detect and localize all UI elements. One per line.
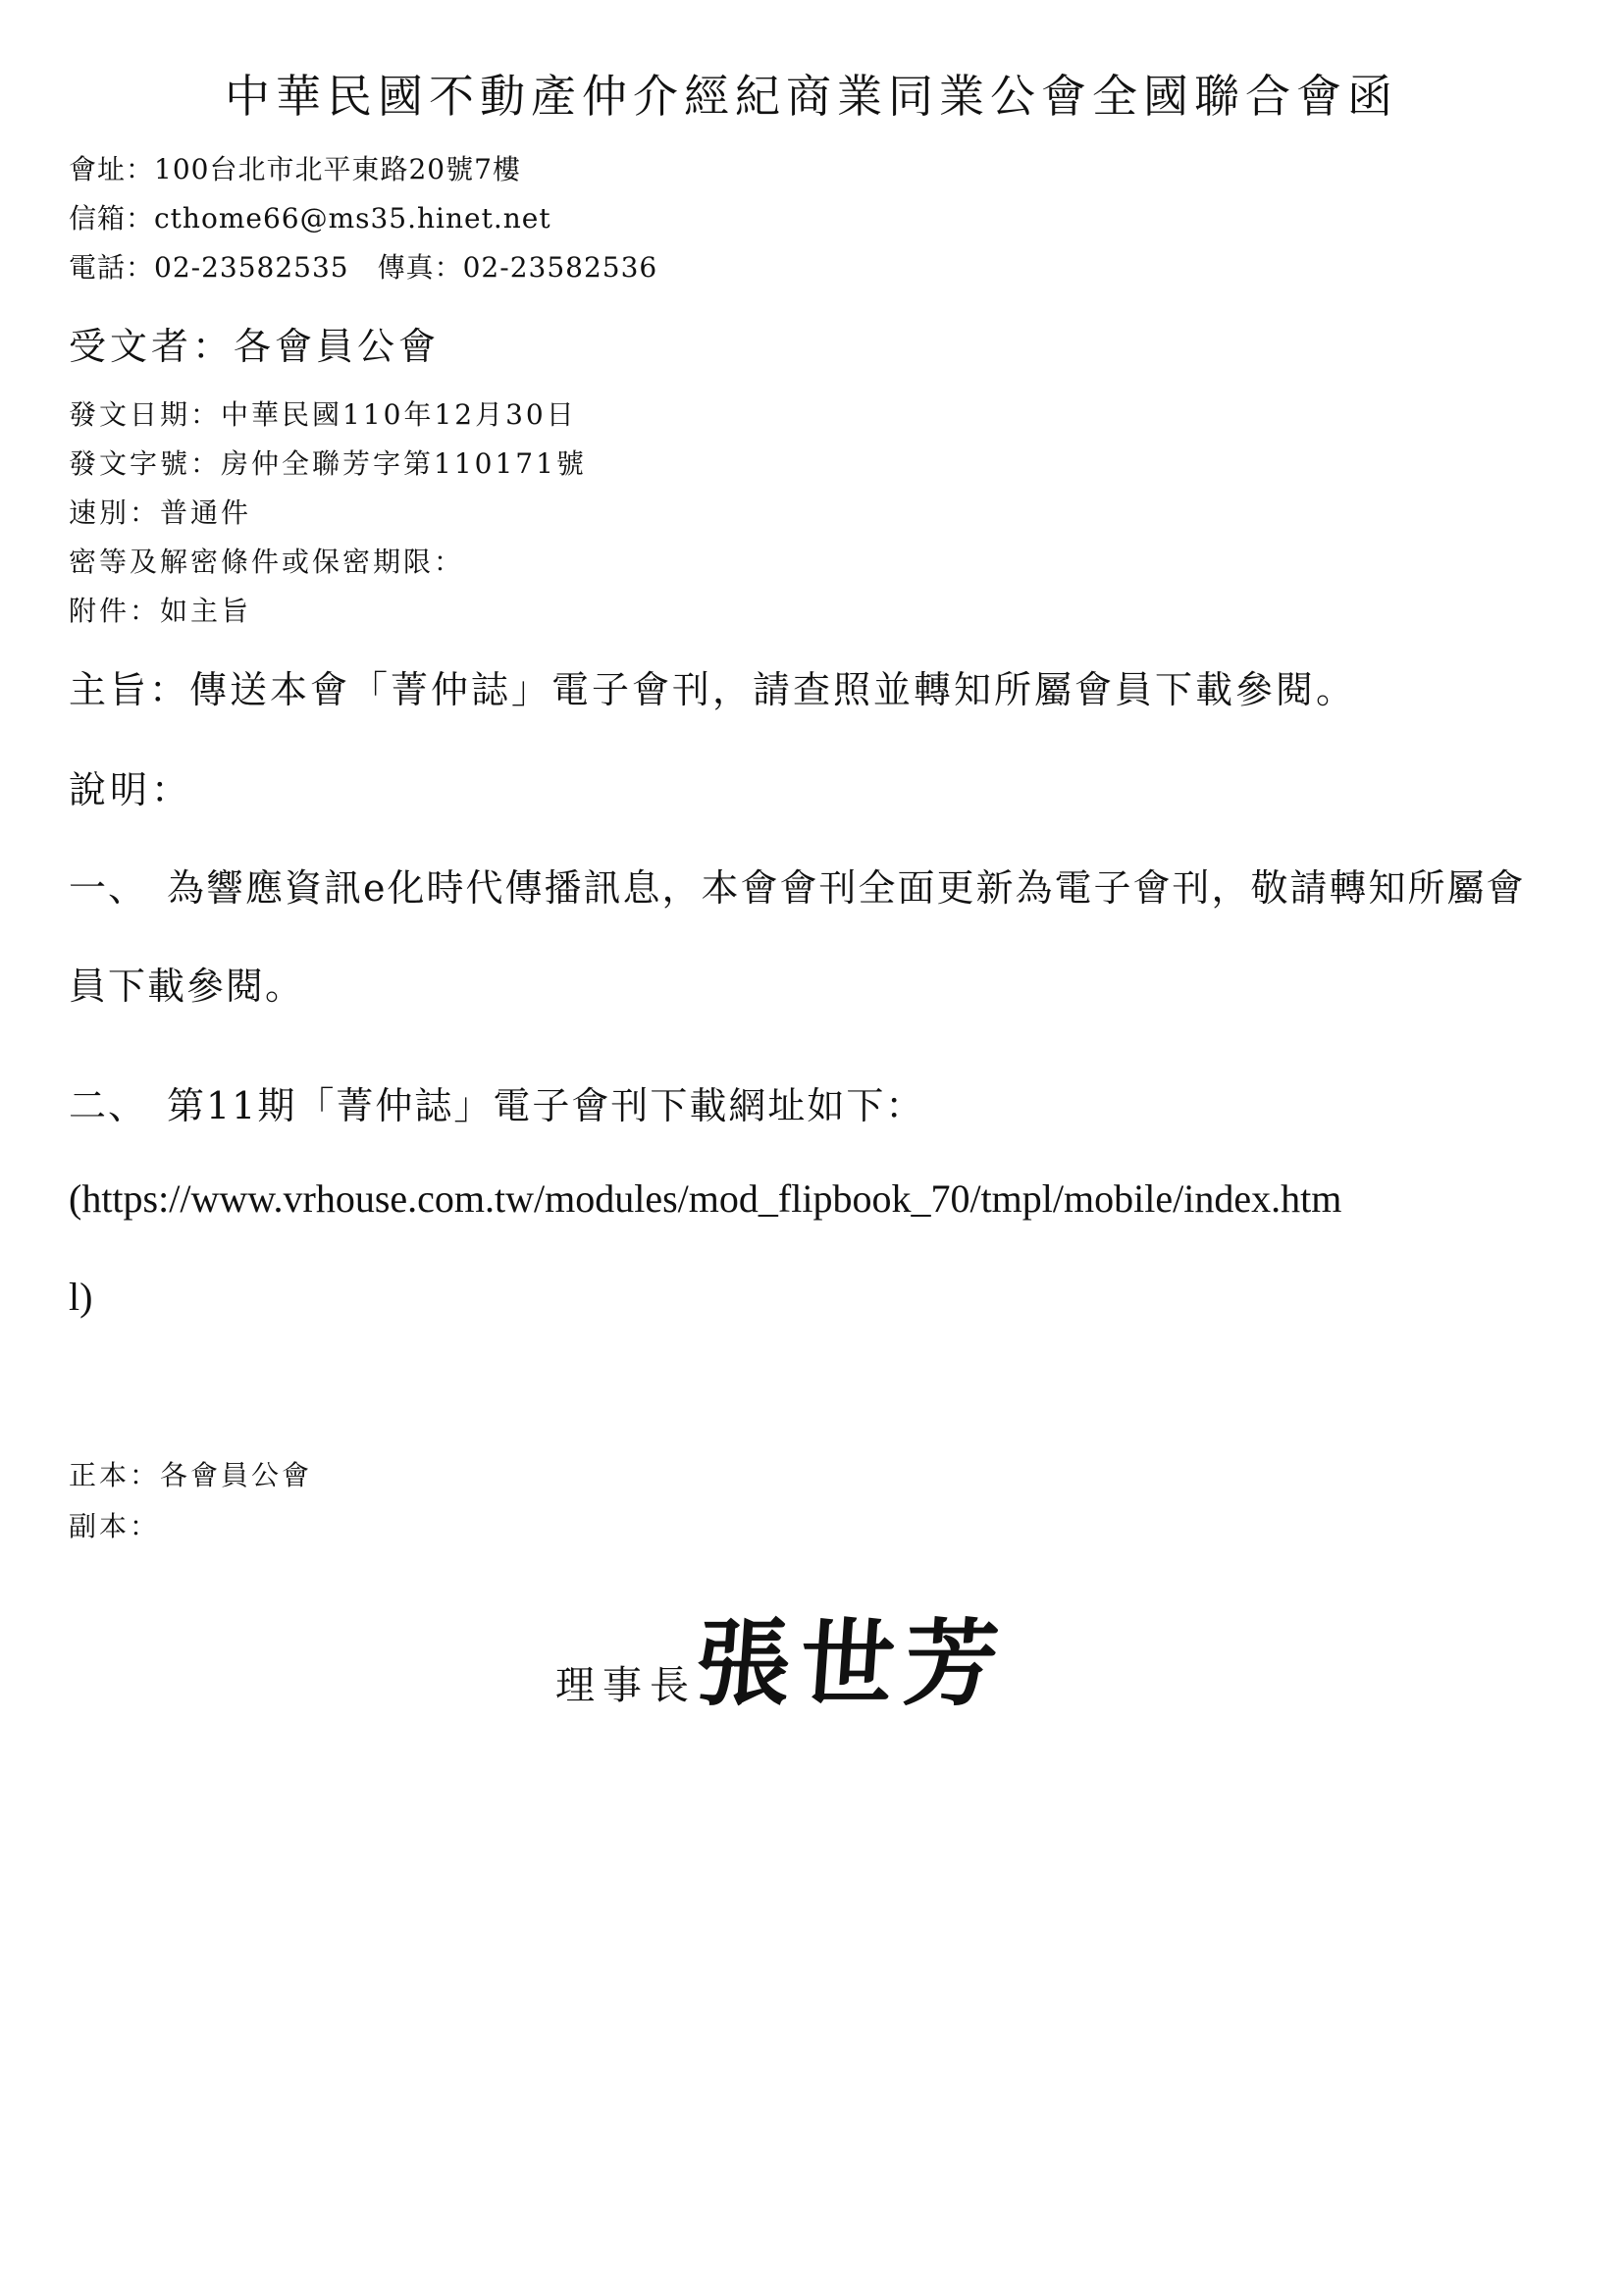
document-number: 發文字號：房仲全聯芳字第110171號 [69, 447, 587, 480]
explanation-label: 說明： [69, 768, 193, 811]
delivery-speed: 速別：普通件 [69, 496, 252, 529]
receiver-line: 受文者：各會員公會 [69, 325, 441, 368]
issue-date: 發文日期：中華民國110年12月30日 [69, 398, 577, 431]
copy-recipient: 副本： [69, 1510, 161, 1542]
email-line: 信箱：cthome66@ms35.hinet.net [69, 202, 551, 235]
attachment-line: 附件：如主旨 [69, 595, 252, 627]
letter-title: 中華民國不動產仲介經紀商業同業公會全國聯合會函 [225, 70, 1398, 123]
item-2-text: 第11期「菁仲誌」電子會刊下載網址如下： [167, 1084, 925, 1127]
signature-block [555, 1590, 1013, 1724]
subject-line: 主旨：傳送本會「菁仲誌」電子會刊，請查照並轉知所屬會員下載參閱。 [69, 668, 1357, 711]
download-url-line-1: (https://www.vrhouse.com.tw/modules/mod_flipbook_70/tmpl/mobile/index.htm [69, 1176, 1342, 1221]
item-1-number: 一、 [69, 866, 148, 910]
address-line: 會址：100台北市北平東路20號7樓 [69, 153, 521, 185]
item-1-text-line-1: 為響應資訊e化時代傳播訊息，本會會刊全面更新為電子會刊，敬請轉知所屬會 [167, 866, 1526, 910]
document-meta [69, 391, 587, 636]
explanation-item-2 [69, 1075, 924, 1129]
signatory-title: 理事長 [555, 1663, 697, 1708]
explanation-item-1 [69, 858, 1526, 912]
original-recipient: 正本：各會員公會 [69, 1459, 313, 1491]
distribution-list [69, 1450, 312, 1552]
letterhead-contact [69, 145, 657, 292]
download-url-line-2: l) [69, 1275, 93, 1319]
item-1-text-line-2: 員下載參閱。 [69, 965, 305, 1008]
phone-fax-line: 電話：02-23582535 傳真：02-23582536 [69, 251, 658, 284]
item-2-number: 二、 [69, 1084, 148, 1127]
secrecy-level: 密等及解密條件或保密期限： [69, 546, 465, 578]
signatory-name: 張世芳 [692, 1609, 1013, 1719]
